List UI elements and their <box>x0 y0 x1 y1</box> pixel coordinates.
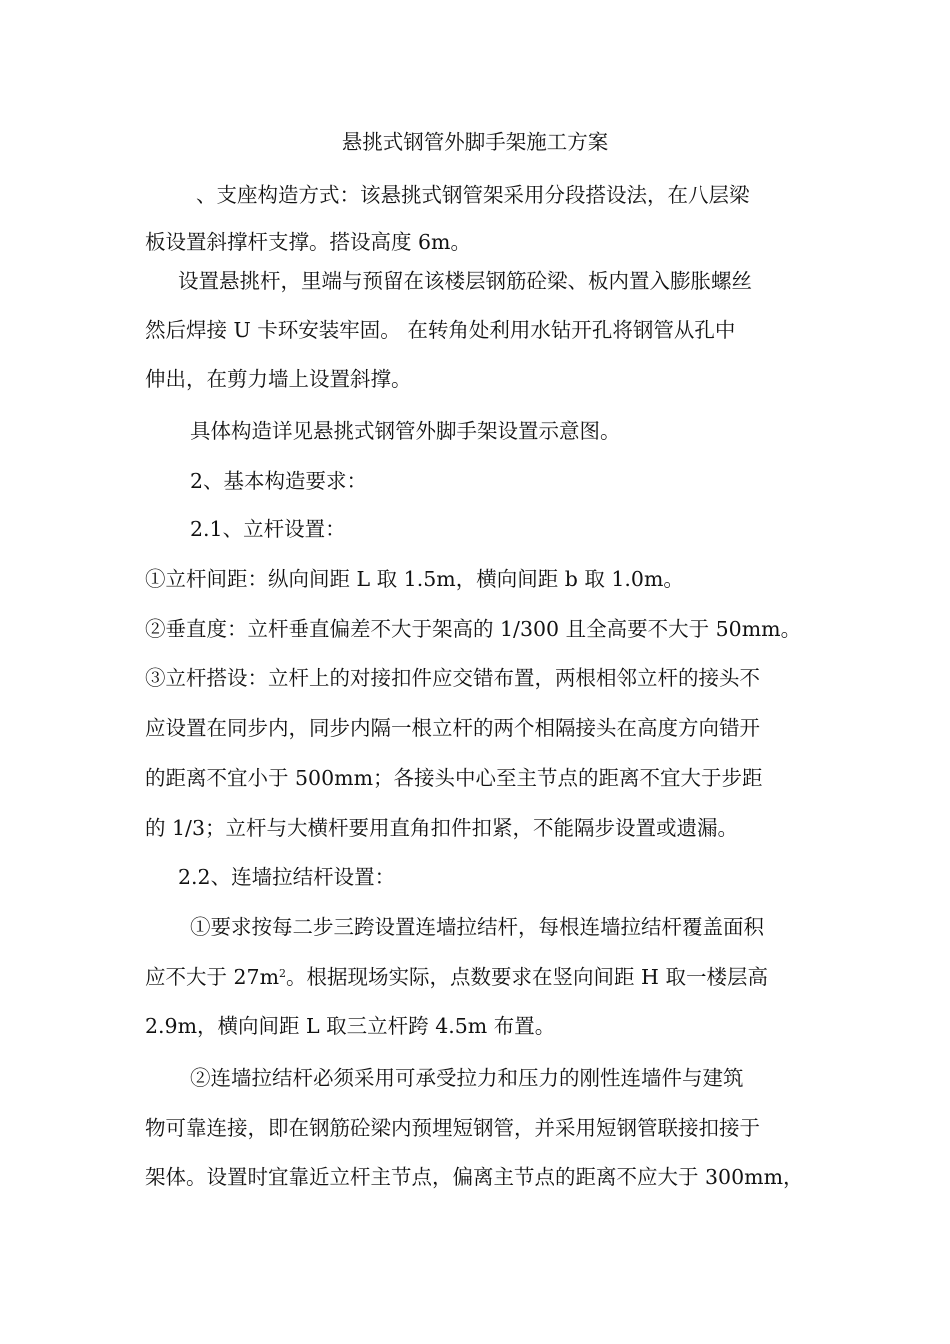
paragraph-line: 架体。设置时宜靠近立杆主节点，偏离主节点的距离不应大于 300mm， <box>145 1165 804 1189</box>
paragraph-line: 的 1/3；立杆与大横杆要用直角扣件扣紧，不能隔步设置或遗漏。 <box>145 816 739 840</box>
paragraph-line: 物可靠连接，即在钢筋砼梁内预埋短钢管，并采用短钢管联接扣接于 <box>145 1116 760 1140</box>
paragraph-line: 板设置斜撑杆支撑。搭设高度 6m。 <box>145 230 471 254</box>
paragraph-line <box>145 962 825 992</box>
paragraph-line: 、支座构造方式：该悬挑式钢管架采用分段搭设法，在八层梁 <box>196 183 750 207</box>
subsection-heading: 2.1、立杆设置： <box>190 517 346 541</box>
list-item: ②连墙拉结杆必须采用可承受拉力和压力的刚性连墙件与建筑 <box>190 1066 744 1090</box>
subsection-heading: 2.2、连墙拉结杆设置： <box>178 865 396 889</box>
paragraph-line: 应设置在同步内，同步内隔一根立杆的两个相隔接头在高度方向错开 <box>145 716 760 740</box>
list-item: ③立杆搭设：立杆上的对接扣件应交错布置，两根相邻立杆的接头不 <box>145 666 760 690</box>
paragraph-line: 然后焊接 U 卡环安装牢固。 在转角处利用水钻开孔将钢管从孔中 <box>145 318 736 342</box>
superscript: 2 <box>279 967 287 980</box>
list-item: ②垂直度：立杆垂直偏差不大于架高的 1/300 且全高要不大于 50mm。 <box>145 617 802 641</box>
paragraph-line: 具体构造详见悬挑式钢管外脚手架设置示意图。 <box>190 419 621 443</box>
document-title: 悬挑式钢管外脚手架施工方案 <box>341 130 609 154</box>
section-heading: 2、基本构造要求： <box>190 469 368 493</box>
text-run: 应不大于 27m <box>145 965 280 989</box>
paragraph-line: 2.9m，横向间距 L 取三立杆跨 4.5m 布置。 <box>145 1014 556 1038</box>
list-item: ①要求按每二步三跨设置连墙拉结杆，每根连墙拉结杆覆盖面积 <box>190 915 764 939</box>
paragraph-line: 伸出，在剪力墙上设置斜撑。 <box>145 367 412 391</box>
list-item: ①立杆间距：纵向间距 L 取 1.5m，横向间距 b 取 1.0m。 <box>145 567 684 591</box>
paragraph-line: 设置悬挑杆，里端与预留在该楼层钢筋砼梁、板内置入膨胀螺丝 <box>178 269 752 293</box>
paragraph-line: 的距离不宜小于 500mm；各接头中心至主节点的距离不宜大于步距 <box>145 766 763 790</box>
text-run: 。根据现场实际，点数要求在竖向间距 H 取一楼层高 <box>286 965 768 989</box>
